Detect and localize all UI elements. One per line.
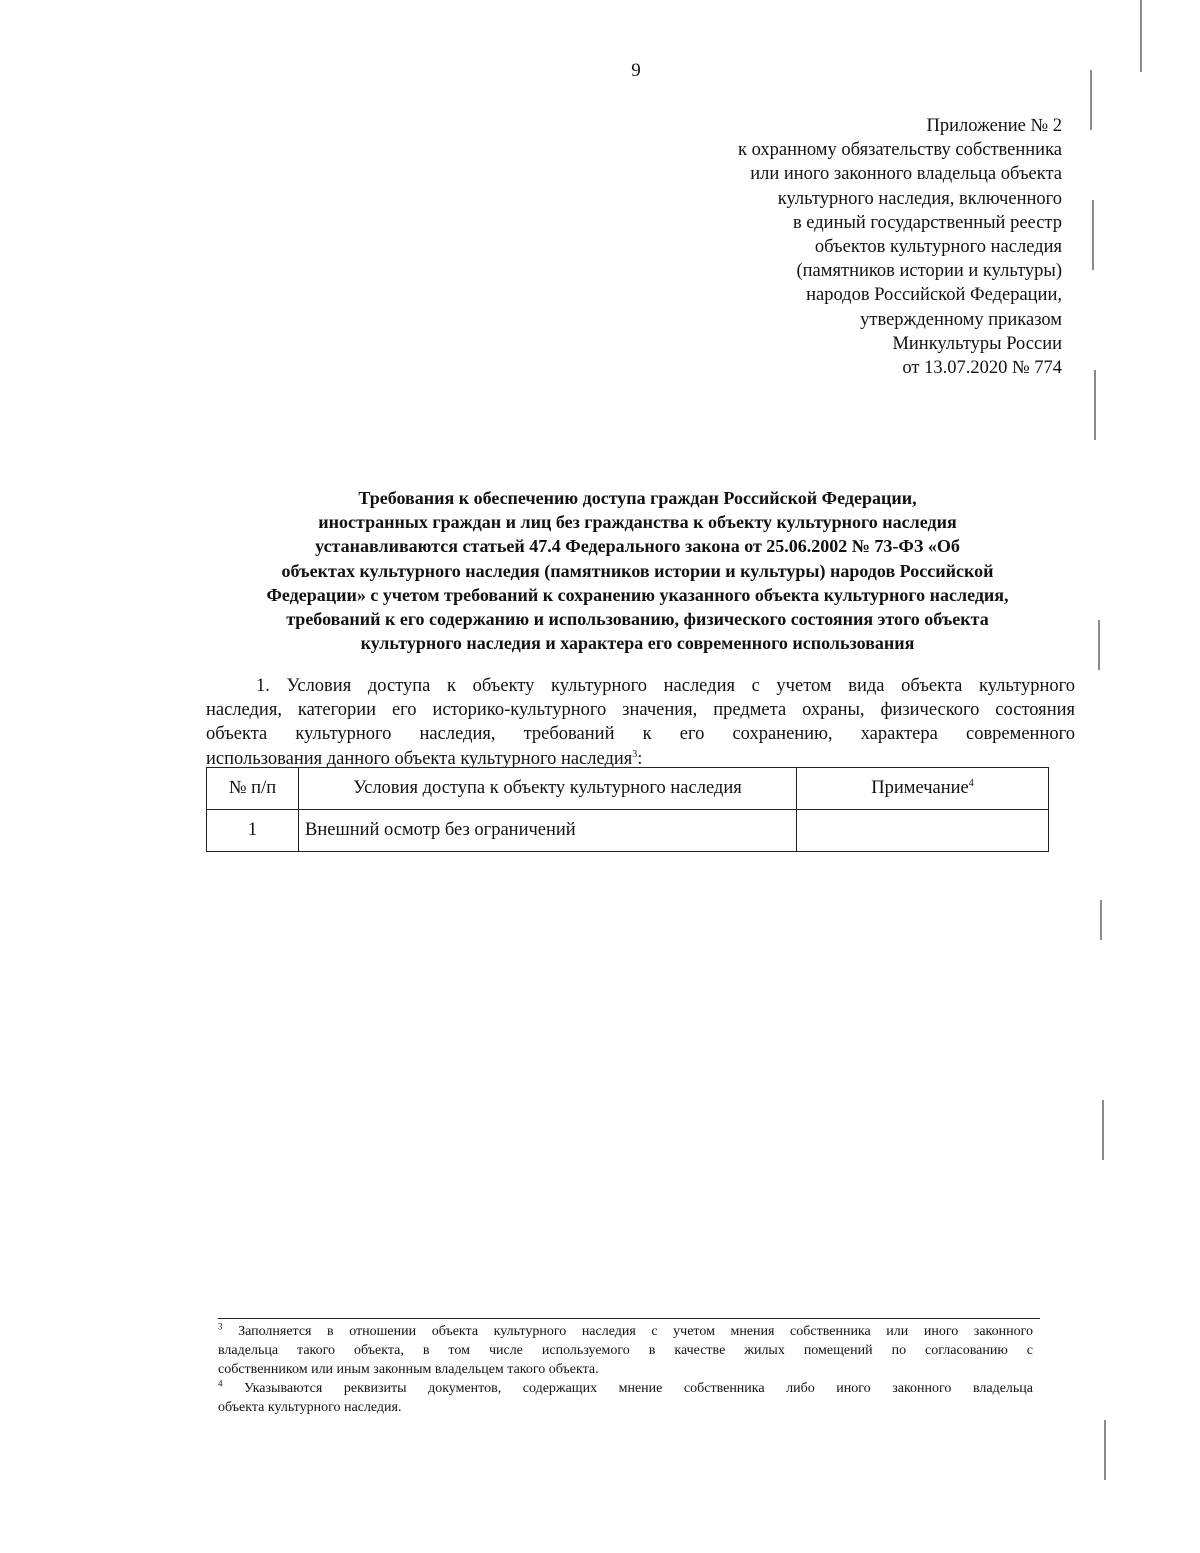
footnote-3-line: собственником или иным законным владельцем такого объекта.	[218, 1362, 599, 1377]
scan-edge-mark	[1140, 0, 1142, 72]
title-line: устанавливаются статьей 47.4 Федерального закона от 25.06.2002 № 73-ФЗ «Об	[315, 536, 960, 557]
title-line: требований к его содержанию и использованию, физического состояния этого объекта	[286, 609, 989, 630]
title-line: иностранных граждан и лиц без гражданства к объекту культурного наследия	[318, 512, 957, 533]
table-header-row	[207, 768, 1049, 810]
appendix-line: объектов культурного наследия	[814, 237, 1062, 258]
footnote-ref-3[interactable]: 3	[632, 748, 638, 760]
footnote-4-line	[218, 1379, 1033, 1398]
scan-edge-mark	[1090, 70, 1092, 130]
paragraph-line: наследия, категории его историко-культурного значения, предмета охраны, физического состояния	[206, 700, 1075, 721]
header-note-text: Примечание	[871, 778, 969, 798]
appendix-line: утвержденному приказом	[860, 309, 1062, 330]
paragraph-1	[206, 674, 1075, 771]
appendix-line: культурного наследия, включенного	[777, 188, 1062, 209]
paragraph-line: 1. Условия доступа к объекту культурного наследия с учетом вида объекта культурного	[256, 676, 1075, 696]
footnote-ref-4[interactable]: 4	[968, 777, 974, 789]
scan-edge-mark	[1100, 900, 1102, 940]
footnotes	[218, 1322, 1033, 1417]
page-number: 9	[631, 60, 641, 81]
title-line: Требования к обеспечению доступа граждан Российской Федерации,	[358, 488, 917, 508]
footnote-mark-4: 4	[218, 1378, 223, 1389]
cell-note	[797, 810, 1049, 852]
footnote-text: Заполняется в отношении объекта культурного наследия с учетом мнения собственника или иного законного	[222, 1324, 1033, 1339]
appendix-line: к охранному обязательству собственника	[737, 140, 1062, 161]
scan-edge-mark	[1098, 620, 1100, 670]
header-note	[797, 768, 1049, 810]
header-number: № п/п	[207, 768, 299, 810]
appendix-line: или иного законного владельца объекта	[750, 164, 1062, 185]
footnote-separator	[218, 1318, 1040, 1319]
header-conditions: Условия доступа к объекту культурного наследия	[299, 768, 797, 810]
title-line: объектах культурного наследия (памятников истории и культуры) народов Российской	[281, 560, 994, 581]
footnote-mark-3: 3	[218, 1321, 223, 1332]
cell-conditions: Внешний осмотр без ограничений	[299, 810, 797, 852]
scan-edge-mark	[1092, 200, 1094, 270]
footnote-4-line: объекта культурного наследия.	[218, 1400, 402, 1415]
scan-edge-mark	[1104, 1420, 1106, 1480]
appendix-header	[602, 114, 1062, 380]
paragraph-line: объекта культурного наследия, требований к его сохранению, характера современного	[206, 724, 1075, 745]
table-row	[207, 810, 1049, 852]
scan-edge-mark	[1102, 1100, 1104, 1160]
cell-number: 1	[207, 810, 299, 852]
document-title	[195, 486, 1080, 655]
appendix-line: в единый государственный реестр	[792, 212, 1062, 233]
footnote-text: Указываются реквизиты документов, содержащих мнение собственника либо иного законного владельца	[222, 1381, 1033, 1396]
paragraph-line-text: использования данного объекта культурного наследия	[206, 748, 633, 769]
appendix-line: Приложение № 2	[926, 116, 1062, 136]
scan-edge-mark	[1094, 370, 1096, 440]
access-conditions-table	[206, 767, 1049, 852]
appendix-line: (памятников истории и культуры)	[796, 261, 1062, 282]
appendix-line: от 13.07.2020 № 774	[902, 358, 1062, 379]
footnote-3-line: владельца такого объекта, в том числе используемого в качестве жилых помещений по согласованию с	[218, 1343, 1033, 1358]
footnote-3-line	[218, 1322, 1033, 1341]
appendix-line: народов Российской Федерации,	[806, 285, 1062, 306]
paragraph-colon: :	[637, 748, 643, 769]
title-line: культурного наследия и характера его современного использования	[360, 633, 915, 654]
title-line: Федерации» с учетом требований к сохранению указанного объекта культурного наследия,	[266, 584, 1009, 605]
appendix-line: Минкультуры России	[892, 333, 1062, 354]
